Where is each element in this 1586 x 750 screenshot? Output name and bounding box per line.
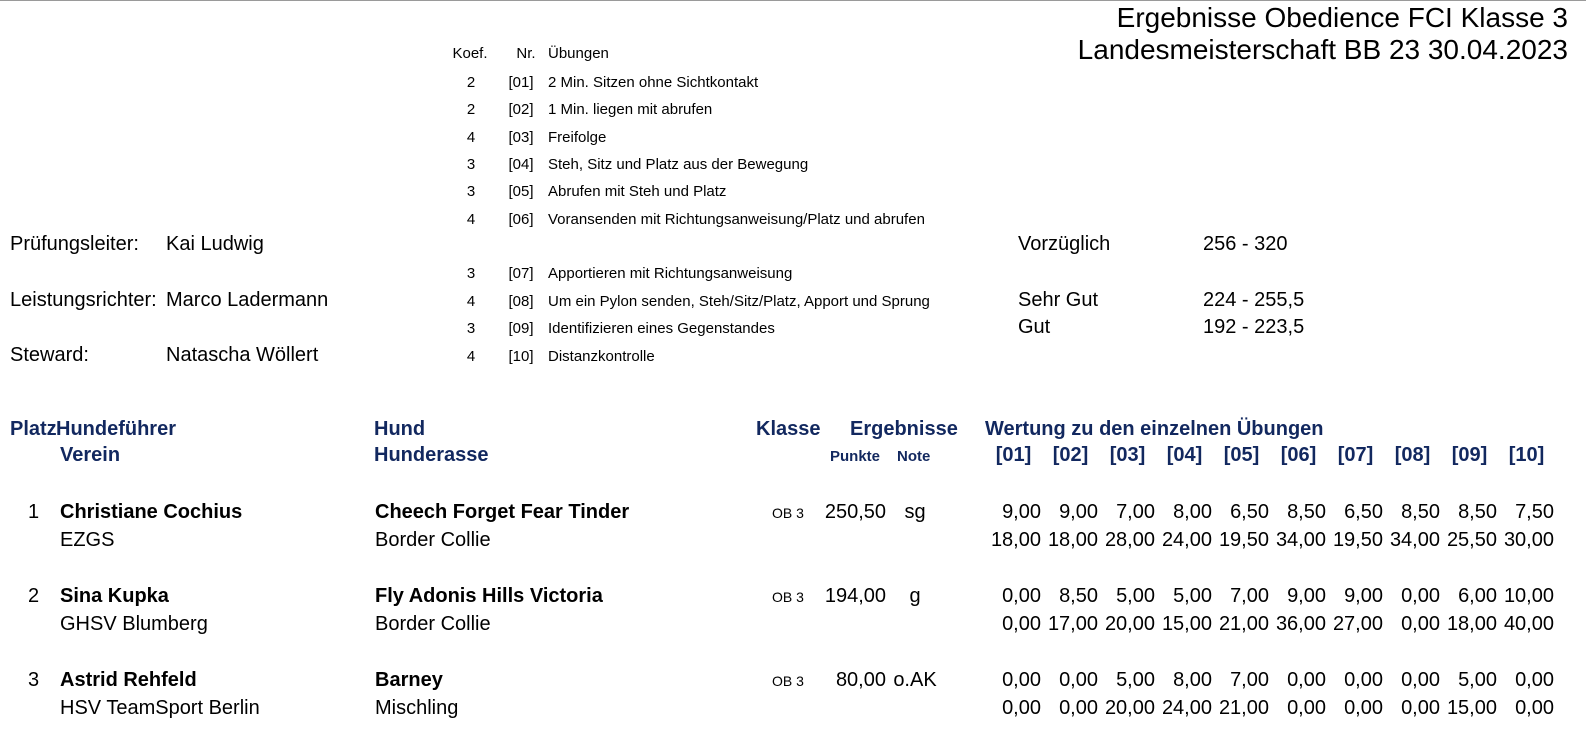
result-platz: 3 (28, 669, 40, 691)
exercise-nr: [10] (508, 348, 534, 365)
result-punkte: 250,50 (824, 501, 886, 523)
result-verein: HSV TeamSport Berlin (60, 697, 260, 719)
exercise-weighted-score: 15,00 (1161, 613, 1212, 635)
exercise-weighted-score: 18,00 (1047, 529, 1098, 551)
exercise-row (456, 183, 976, 201)
result-hund: Fly Adonis Hills Victoria (375, 585, 603, 607)
exercise-score: 5,00 (1173, 585, 1212, 607)
leistungsrichter-name: Marco Ladermann (166, 289, 329, 311)
result-rasse: Border Collie (375, 529, 491, 551)
exercise-weighted-score: 34,00 (1389, 529, 1440, 551)
exercise-weighted-score: 18,00 (1446, 613, 1497, 635)
nr-header: Nr. (516, 45, 536, 62)
exercise-name: Freifolge (548, 129, 607, 146)
exercise-score: 0,00 (1287, 669, 1326, 691)
exercise-weighted-score: 0,00 (1059, 697, 1098, 719)
result-klasse: OB 3 (772, 589, 804, 605)
exercise-row (456, 101, 976, 119)
steward-name: Natascha Wöllert (166, 344, 319, 366)
exercise-koef: 4 (466, 348, 476, 365)
hund-header: Hund (374, 418, 426, 440)
exercise-weighted-score: 27,00 (1332, 613, 1383, 635)
exercise-name: Abrufen mit Steh und Platz (548, 183, 727, 200)
exercise-weighted-score: 0,00 (1401, 697, 1440, 719)
exercise-name: Um ein Pylon senden, Steh/Sitz/Platz, Apport und Sprung (548, 293, 930, 310)
exercise-weighted-score: 28,00 (1104, 529, 1155, 551)
exercise-score: 0,00 (1401, 669, 1440, 691)
exercise-list (452, 45, 976, 375)
exercise-number-header: [05] (1223, 444, 1260, 466)
exercise-weighted-score: 40,00 (1503, 613, 1554, 635)
hunderasse-header: Hunderasse (374, 444, 489, 466)
exercise-number-header: [06] (1280, 444, 1317, 466)
grade-label: Vorzüglich (1018, 233, 1111, 255)
grade-label: Sehr Gut (1018, 289, 1099, 311)
exercise-weighted-score: 20,00 (1104, 613, 1155, 635)
exercise-number-header: [04] (1166, 444, 1203, 466)
exercise-weighted-score: 17,00 (1047, 613, 1098, 635)
leistungsrichter-label: Leistungsrichter: (10, 289, 157, 311)
exercise-nr: [07] (508, 265, 534, 282)
title-line-2: Landesmeisterschaft BB 23 30.04.2023 (1077, 34, 1568, 65)
exercise-score: 8,50 (1059, 585, 1098, 607)
result-hundefuehrer: Astrid Rehfeld (60, 669, 197, 691)
exercise-name: Identifizieren eines Gegenstandes (548, 320, 775, 337)
platz-header: Platz (10, 418, 57, 440)
punkte-header: Punkte (830, 448, 881, 465)
result-punkte: 194,00 (824, 585, 886, 607)
exercise-weighted-score: 21,00 (1218, 697, 1269, 719)
exercise-score: 7,00 (1230, 669, 1269, 691)
exercise-weighted-score: 15,00 (1446, 697, 1497, 719)
exercise-row (456, 74, 976, 92)
exercise-weighted-score: 0,00 (1401, 613, 1440, 635)
result-platz: 2 (28, 585, 40, 607)
exercise-weighted-score: 0,00 (1515, 697, 1554, 719)
exercise-score: 0,00 (1515, 669, 1554, 691)
exercise-koef: 2 (466, 101, 476, 118)
result-hundefuehrer: Christiane Cochius (60, 501, 243, 523)
exercise-score: 10,00 (1503, 585, 1554, 607)
exercise-number-header: [07] (1337, 444, 1374, 466)
result-klasse: OB 3 (772, 673, 804, 689)
exercise-nr: [02] (508, 101, 534, 118)
exercise-number-header: [03] (1109, 444, 1146, 466)
exercise-score: 9,00 (1344, 585, 1383, 607)
exercise-weighted-score: 18,00 (990, 529, 1041, 551)
exercise-koef: 2 (466, 74, 476, 91)
exercise-row (456, 211, 976, 229)
exercise-koef: 4 (466, 129, 476, 146)
result-punkte: 80,00 (835, 669, 886, 691)
exercise-score: 5,00 (1458, 669, 1497, 691)
exercise-score: 9,00 (1059, 501, 1098, 523)
exercise-score: 6,00 (1458, 585, 1497, 607)
result-note: g (909, 585, 921, 607)
exercise-weighted-score: 0,00 (1002, 697, 1041, 719)
exercise-score: 7,00 (1116, 501, 1155, 523)
exercise-name: Apportieren mit Richtungsanweisung (548, 265, 793, 282)
result-rasse: Border Collie (375, 613, 491, 635)
exercise-score: 9,00 (1287, 585, 1326, 607)
ergebnisse-header: Ergebnisse (850, 418, 958, 440)
exercise-row (456, 320, 976, 338)
result-klasse: OB 3 (772, 505, 804, 521)
hundefuehrer-header: Hundeführer (56, 418, 176, 440)
verein-header: Verein (60, 444, 121, 466)
exercise-koef: 3 (466, 320, 476, 337)
exercise-nr: [01] (508, 74, 534, 91)
exercise-score: 6,50 (1344, 501, 1383, 523)
exercise-number-header: [02] (1052, 444, 1089, 466)
exercise-name: Voransenden mit Richtungsanweisung/Platz und abrufen (548, 211, 925, 228)
exercise-weighted-score: 19,50 (1218, 529, 1269, 551)
exercise-score: 6,50 (1230, 501, 1269, 523)
result-verein: GHSV Blumberg (60, 613, 208, 635)
exercise-score: 8,50 (1401, 501, 1440, 523)
exercise-weighted-score: 36,00 (1275, 613, 1326, 635)
exercise-score: 8,50 (1287, 501, 1326, 523)
exercise-name: Steh, Sitz und Platz aus der Bewegung (548, 156, 809, 173)
exercise-row (456, 265, 976, 283)
pruefungsleiter-label: Prüfungsleiter: (10, 233, 139, 255)
exercise-weighted-score: 0,00 (1344, 697, 1383, 719)
grade-range: 192 - 223,5 (1203, 316, 1305, 338)
exercise-name-header: Übungen (548, 45, 609, 62)
exercise-score: 0,00 (1002, 585, 1041, 607)
result-note: o.AK (893, 669, 937, 691)
exercise-koef: 3 (466, 156, 476, 173)
exercise-score: 5,00 (1116, 669, 1155, 691)
result-platz: 1 (28, 501, 40, 523)
exercise-nr: [03] (508, 129, 534, 146)
exercise-list-header (452, 45, 976, 63)
exercise-koef: 3 (466, 183, 476, 200)
exercise-weighted-score: 30,00 (1503, 529, 1554, 551)
exercise-weighted-score: 0,00 (1287, 697, 1326, 719)
exercise-score: 9,00 (1002, 501, 1041, 523)
result-verein: EZGS (60, 529, 115, 551)
exercise-koef: 4 (466, 293, 476, 310)
grade-range: 256 - 320 (1203, 233, 1288, 255)
exercise-number-header: [09] (1451, 444, 1488, 466)
exercise-weighted-score: 24,00 (1161, 697, 1212, 719)
exercise-row (456, 348, 976, 366)
exercise-name: Distanzkontrolle (548, 348, 655, 365)
klasse-header: Klasse (756, 418, 821, 440)
exercise-koef: 3 (466, 265, 476, 282)
exercise-score: 7,50 (1515, 501, 1554, 523)
exercise-weighted-score: 24,00 (1161, 529, 1212, 551)
result-hundefuehrer: Sina Kupka (60, 585, 169, 607)
exercise-nr: [09] (508, 320, 534, 337)
exercise-score: 8,50 (1458, 501, 1497, 523)
steward-label: Steward: (10, 344, 89, 366)
exercise-nr: [06] (508, 211, 534, 228)
result-hund: Cheech Forget Fear Tinder (375, 501, 630, 523)
exercise-score: 7,00 (1230, 585, 1269, 607)
result-rasse: Mischling (375, 697, 459, 719)
top-border-line (0, 0, 1586, 1)
exercise-koef: 4 (466, 211, 476, 228)
exercise-row (456, 293, 976, 311)
exercise-weighted-score: 20,00 (1104, 697, 1155, 719)
exercise-weighted-score: 19,50 (1332, 529, 1383, 551)
exercise-number-header: [01] (995, 444, 1032, 466)
exercise-score: 5,00 (1116, 585, 1155, 607)
exercise-score: 8,00 (1173, 669, 1212, 691)
pruefungsleiter-name: Kai Ludwig (166, 233, 264, 255)
exercise-nr: [05] (508, 183, 534, 200)
exercise-weighted-score: 25,50 (1446, 529, 1497, 551)
exercise-score: 0,00 (1059, 669, 1098, 691)
exercise-nr: [08] (508, 293, 534, 310)
result-note: sg (904, 501, 926, 523)
note-header: Note (897, 448, 931, 465)
exercise-score: 0,00 (1401, 585, 1440, 607)
wertung-header: Wertung zu den einzelnen Übungen (985, 418, 1324, 440)
exercise-weighted-score: 0,00 (1002, 613, 1041, 635)
exercise-number-header: [10] (1508, 444, 1545, 466)
koef-header: Koef. (452, 45, 488, 62)
exercise-name: 1 Min. liegen mit abrufen (548, 101, 713, 118)
exercise-name: 2 Min. Sitzen ohne Sichtkontakt (548, 74, 759, 91)
exercise-score: 0,00 (1002, 669, 1041, 691)
exercise-score: 0,00 (1344, 669, 1383, 691)
grade-label: Gut (1018, 316, 1051, 338)
result-hund: Barney (375, 669, 443, 691)
exercise-row (456, 129, 976, 147)
exercise-number-header: [08] (1394, 444, 1431, 466)
exercise-score: 8,00 (1173, 501, 1212, 523)
title-line-1: Ergebnisse Obedience FCI Klasse 3 (1116, 2, 1568, 33)
exercise-weighted-score: 21,00 (1218, 613, 1269, 635)
exercise-nr: [04] (508, 156, 534, 173)
exercise-weighted-score: 34,00 (1275, 529, 1326, 551)
exercise-row (456, 156, 976, 174)
grade-range: 224 - 255,5 (1203, 289, 1305, 311)
